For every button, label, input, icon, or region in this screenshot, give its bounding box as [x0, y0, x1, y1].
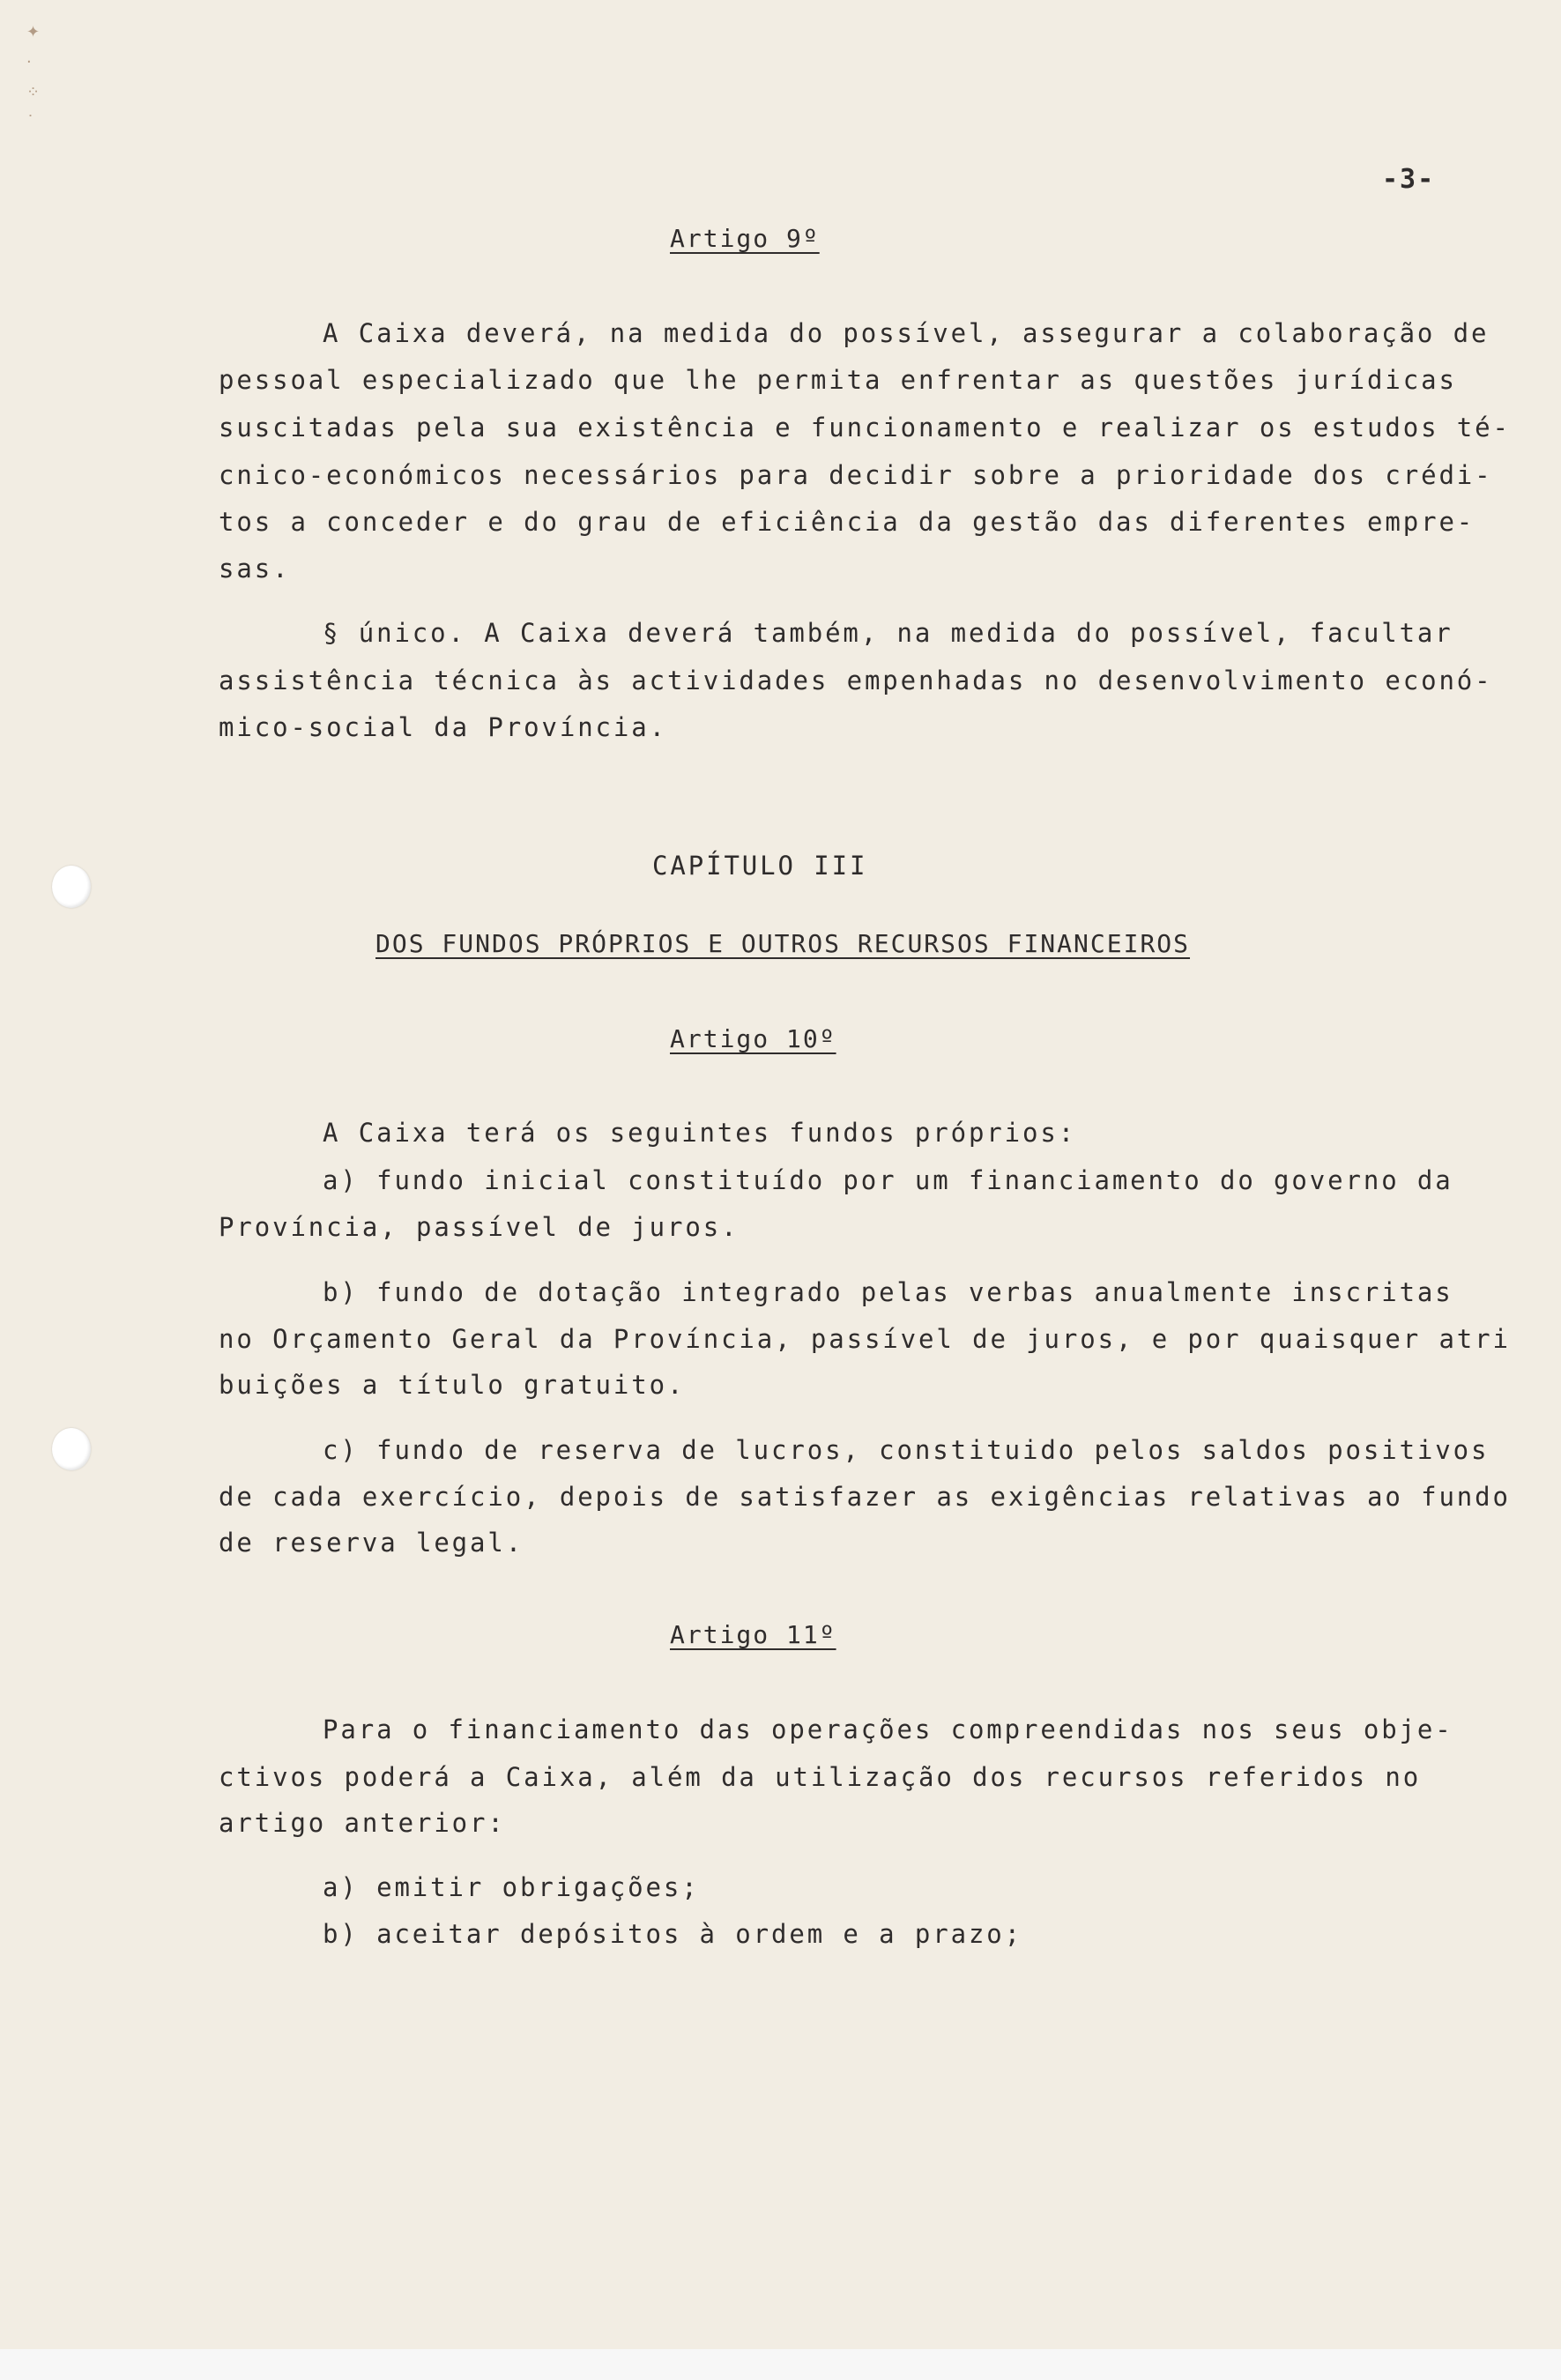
article-10-heading: Artigo 10º	[670, 1024, 836, 1053]
article-10-item-b: buições a título gratuito.	[219, 1370, 686, 1400]
article-10-item-c: de cada exercício, depois de satisfazer as exigências relativas ao fundo	[219, 1482, 1511, 1512]
article-11-heading: Artigo 11º	[670, 1620, 836, 1649]
article-11-item: a) emitir obrigações;	[323, 1872, 700, 1902]
page-number: -3-	[1382, 164, 1436, 195]
article-11-line: ctivos poderá a Caixa, além da utilização dos recursos referidos no	[219, 1762, 1422, 1792]
article-9-line: cnico-económicos necessários para decidir sobre a prioridade dos crédi-	[219, 460, 1493, 490]
article-10-intro: A Caixa terá os seguintes fundos próprios:	[323, 1118, 1077, 1148]
article-9-unico-line: § único. A Caixa deverá também, na medida do possível, facultar	[323, 618, 1453, 648]
article-10-item-b: b) fundo de dotação integrado pelas verbas anualmente inscritas	[323, 1277, 1453, 1307]
article-9-line: pessoal especializado que lhe permita enfrentar as questões jurídicas	[219, 365, 1457, 395]
article-10-item-c: de reserva legal.	[219, 1528, 524, 1558]
article-9-line: A Caixa deverá, na medida do possível, assegurar a colaboração de	[323, 318, 1490, 348]
article-9-line: suscitadas pela sua existência e funcionamento e realizar os estudos té-	[219, 413, 1511, 443]
article-9-heading: Artigo 9º	[670, 224, 820, 253]
article-9-line: sas.	[219, 554, 291, 584]
article-11-item: b) aceitar depósitos à ordem e a prazo;	[323, 1919, 1023, 1949]
punch-hole-top	[52, 866, 91, 908]
article-10-item-b: no Orçamento Geral da Província, passível de juros, e por quaisquer atri	[219, 1324, 1511, 1354]
article-11-line: Para o financiamento das operações compreendidas nos seus obje-	[323, 1714, 1453, 1744]
chapter-subtitle: DOS FUNDOS PRÓPRIOS E OUTROS RECURSOS FINANCEIROS	[375, 929, 1191, 958]
article-10-item-a: Província, passível de juros.	[219, 1212, 740, 1242]
article-11-line: artigo anterior:	[219, 1808, 506, 1838]
article-9-line: tos a conceder e do grau de eficiência da gestão das diferentes empre-	[219, 507, 1476, 537]
article-10-item-a: a) fundo inicial constituído por um financiamento do governo da	[323, 1165, 1453, 1195]
punch-hole-bottom	[52, 1428, 91, 1470]
paper-specks: ✦ · ⁘ ˙	[26, 23, 41, 131]
article-10-item-c: c) fundo de reserva de lucros, constituido pelos saldos positivos	[323, 1435, 1490, 1465]
article-9-unico-line: assistência técnica às actividades empenhadas no desenvolvimento econó-	[219, 666, 1493, 695]
chapter-title: CAPÍTULO III	[652, 851, 868, 881]
article-9-unico-line: mico-social da Província.	[219, 712, 667, 742]
scan-margin	[0, 2349, 1561, 2380]
